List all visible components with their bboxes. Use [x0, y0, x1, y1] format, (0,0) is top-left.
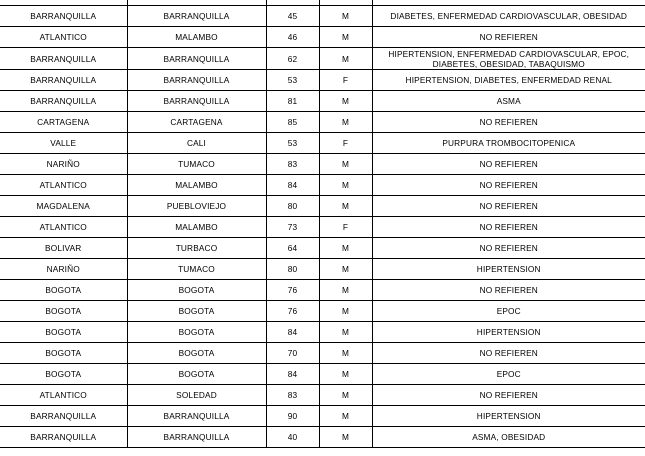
city-cell[interactable]: CARTAGENA [127, 112, 266, 133]
condition-cell[interactable]: HIPERTENSION, ENFERMEDAD CARDIOVASCULAR, EPOC, DIABETES, OBESIDAD, TABAQUISMO [372, 48, 645, 70]
table-row [0, 196, 645, 217]
table-row [0, 70, 645, 91]
age-cell[interactable]: 83 [266, 154, 319, 175]
condition-cell[interactable]: NO REFIEREN [372, 175, 645, 196]
condition-cell[interactable]: NO REFIEREN [372, 27, 645, 48]
table-row [0, 154, 645, 175]
department-cell[interactable]: BOGOTA [0, 343, 127, 364]
department-cell[interactable]: BOGOTA [0, 280, 127, 301]
sex-cell[interactable]: M [319, 27, 372, 48]
age-cell[interactable]: 62 [266, 48, 319, 70]
city-cell[interactable]: TUMACO [127, 259, 266, 280]
condition-cell[interactable]: HIPERTENSION, DIABETES, ENFERMEDAD RENAL [372, 70, 645, 91]
city-cell[interactable]: MALAMBO [127, 27, 266, 48]
age-cell[interactable]: 84 [266, 175, 319, 196]
department-cell[interactable]: BOLIVAR [0, 238, 127, 259]
table-row [0, 27, 645, 48]
department-cell[interactable]: ATLANTICO [0, 217, 127, 238]
condition-cell[interactable]: ASMA [372, 91, 645, 112]
city-cell[interactable]: BOGOTA [127, 280, 266, 301]
sex-cell[interactable]: M [319, 343, 372, 364]
department-cell[interactable]: BARRANQUILLA [0, 427, 127, 448]
condition-cell[interactable]: NO REFIEREN [372, 154, 645, 175]
age-cell[interactable]: 81 [266, 91, 319, 112]
table-row [0, 322, 645, 343]
sex-cell[interactable]: M [319, 280, 372, 301]
department-cell[interactable]: BOGOTA [0, 364, 127, 385]
city-cell[interactable]: PUEBLOVIEJO [127, 196, 266, 217]
condition-cell[interactable]: NO REFIEREN [372, 343, 645, 364]
city-cell[interactable]: BARRANQUILLA [127, 91, 266, 112]
table-row [0, 343, 645, 364]
department-cell[interactable]: BARRANQUILLA [0, 70, 127, 91]
city-cell[interactable]: BARRANQUILLA [127, 406, 266, 427]
department-cell[interactable]: CARTAGENA [0, 112, 127, 133]
table-row [0, 6, 645, 27]
department-cell[interactable]: ATLANTICO [0, 385, 127, 406]
age-cell[interactable]: 80 [266, 259, 319, 280]
city-cell[interactable]: BOGOTA [127, 364, 266, 385]
age-cell[interactable]: 73 [266, 217, 319, 238]
department-cell[interactable]: NARIÑO [0, 259, 127, 280]
department-cell[interactable]: ATLANTICO [0, 27, 127, 48]
condition-cell[interactable]: NO REFIEREN [372, 280, 645, 301]
table-row [0, 301, 645, 322]
age-cell[interactable]: 46 [266, 27, 319, 48]
age-cell[interactable]: 90 [266, 406, 319, 427]
city-cell[interactable]: MALAMBO [127, 217, 266, 238]
condition-cell[interactable]: NO REFIEREN [372, 238, 645, 259]
sex-cell[interactable]: M [319, 385, 372, 406]
sex-cell[interactable]: M [319, 175, 372, 196]
table-row [0, 238, 645, 259]
condition-cell[interactable]: NO REFIEREN [372, 112, 645, 133]
sex-cell[interactable]: M [319, 238, 372, 259]
age-cell[interactable]: 70 [266, 343, 319, 364]
department-cell[interactable]: BOGOTA [0, 301, 127, 322]
sex-cell[interactable]: M [319, 427, 372, 448]
table-row [0, 48, 645, 70]
table-row [0, 427, 645, 448]
sex-cell[interactable]: M [319, 91, 372, 112]
table-row [0, 91, 645, 112]
age-cell[interactable]: 80 [266, 196, 319, 217]
condition-cell[interactable]: NO REFIEREN [372, 217, 645, 238]
city-cell[interactable]: BARRANQUILLA [127, 427, 266, 448]
sex-cell[interactable]: M [319, 364, 372, 385]
table-row [0, 112, 645, 133]
sex-cell[interactable]: M [319, 259, 372, 280]
age-cell[interactable]: 83 [266, 385, 319, 406]
age-cell[interactable]: 84 [266, 364, 319, 385]
age-cell[interactable]: 45 [266, 6, 319, 27]
age-cell[interactable]: 76 [266, 280, 319, 301]
table-row [0, 406, 645, 427]
table-row [0, 175, 645, 196]
city-cell[interactable]: BOGOTA [127, 343, 266, 364]
age-cell[interactable]: 84 [266, 322, 319, 343]
sex-cell[interactable]: M [319, 406, 372, 427]
department-cell[interactable]: BARRANQUILLA [0, 48, 127, 70]
condition-cell[interactable]: ASMA, OBESIDAD [372, 427, 645, 448]
city-cell[interactable]: TURBACO [127, 238, 266, 259]
city-cell[interactable]: BARRANQUILLA [127, 6, 266, 27]
table-row [0, 280, 645, 301]
city-cell[interactable]: BARRANQUILLA [127, 70, 266, 91]
city-cell[interactable]: BARRANQUILLA [127, 48, 266, 70]
sex-cell[interactable]: M [319, 112, 372, 133]
sex-cell[interactable]: M [319, 154, 372, 175]
department-cell[interactable]: ATLANTICO [0, 175, 127, 196]
age-cell[interactable]: 76 [266, 301, 319, 322]
condition-cell[interactable]: NO REFIEREN [372, 196, 645, 217]
condition-cell[interactable]: DIABETES, ENFERMEDAD CARDIOVASCULAR, OBESIDAD [372, 6, 645, 27]
city-cell[interactable]: BOGOTA [127, 301, 266, 322]
city-cell[interactable]: CALI [127, 133, 266, 154]
department-cell[interactable]: VALLE [0, 133, 127, 154]
sex-cell[interactable]: F [319, 70, 372, 91]
condition-cell[interactable]: NO REFIEREN [372, 385, 645, 406]
city-cell[interactable]: MALAMBO [127, 175, 266, 196]
city-cell[interactable]: BOGOTA [127, 322, 266, 343]
age-cell[interactable]: 53 [266, 70, 319, 91]
condition-cell[interactable]: HIPERTENSION [372, 406, 645, 427]
department-cell[interactable]: NARIÑO [0, 154, 127, 175]
sex-cell[interactable]: M [319, 196, 372, 217]
sex-cell[interactable]: M [319, 301, 372, 322]
department-cell[interactable]: MAGDALENA [0, 196, 127, 217]
department-cell[interactable]: BARRANQUILLA [0, 406, 127, 427]
table-row [0, 385, 645, 406]
department-cell[interactable]: BARRANQUILLA [0, 6, 127, 27]
condition-cell[interactable]: EPOC [372, 301, 645, 322]
condition-cell[interactable]: PURPURA TROMBOCITOPENICA [372, 133, 645, 154]
age-cell[interactable]: 53 [266, 133, 319, 154]
age-cell[interactable]: 64 [266, 238, 319, 259]
department-cell[interactable]: BARRANQUILLA [0, 91, 127, 112]
sex-cell[interactable]: F [319, 217, 372, 238]
age-cell[interactable]: 40 [266, 427, 319, 448]
city-cell[interactable]: SOLEDAD [127, 385, 266, 406]
department-cell[interactable]: BOGOTA [0, 322, 127, 343]
sex-cell[interactable]: M [319, 6, 372, 27]
sex-cell[interactable]: M [319, 48, 372, 70]
sex-cell[interactable]: M [319, 322, 372, 343]
table-row [0, 259, 645, 280]
condition-cell[interactable]: EPOC [372, 364, 645, 385]
city-cell[interactable]: TUMACO [127, 154, 266, 175]
table-row [0, 217, 645, 238]
condition-cell[interactable]: HIPERTENSION [372, 322, 645, 343]
age-cell[interactable]: 85 [266, 112, 319, 133]
table-row [0, 133, 645, 154]
table-row [0, 364, 645, 385]
condition-cell[interactable]: HIPERTENSION [372, 259, 645, 280]
sex-cell[interactable]: F [319, 133, 372, 154]
